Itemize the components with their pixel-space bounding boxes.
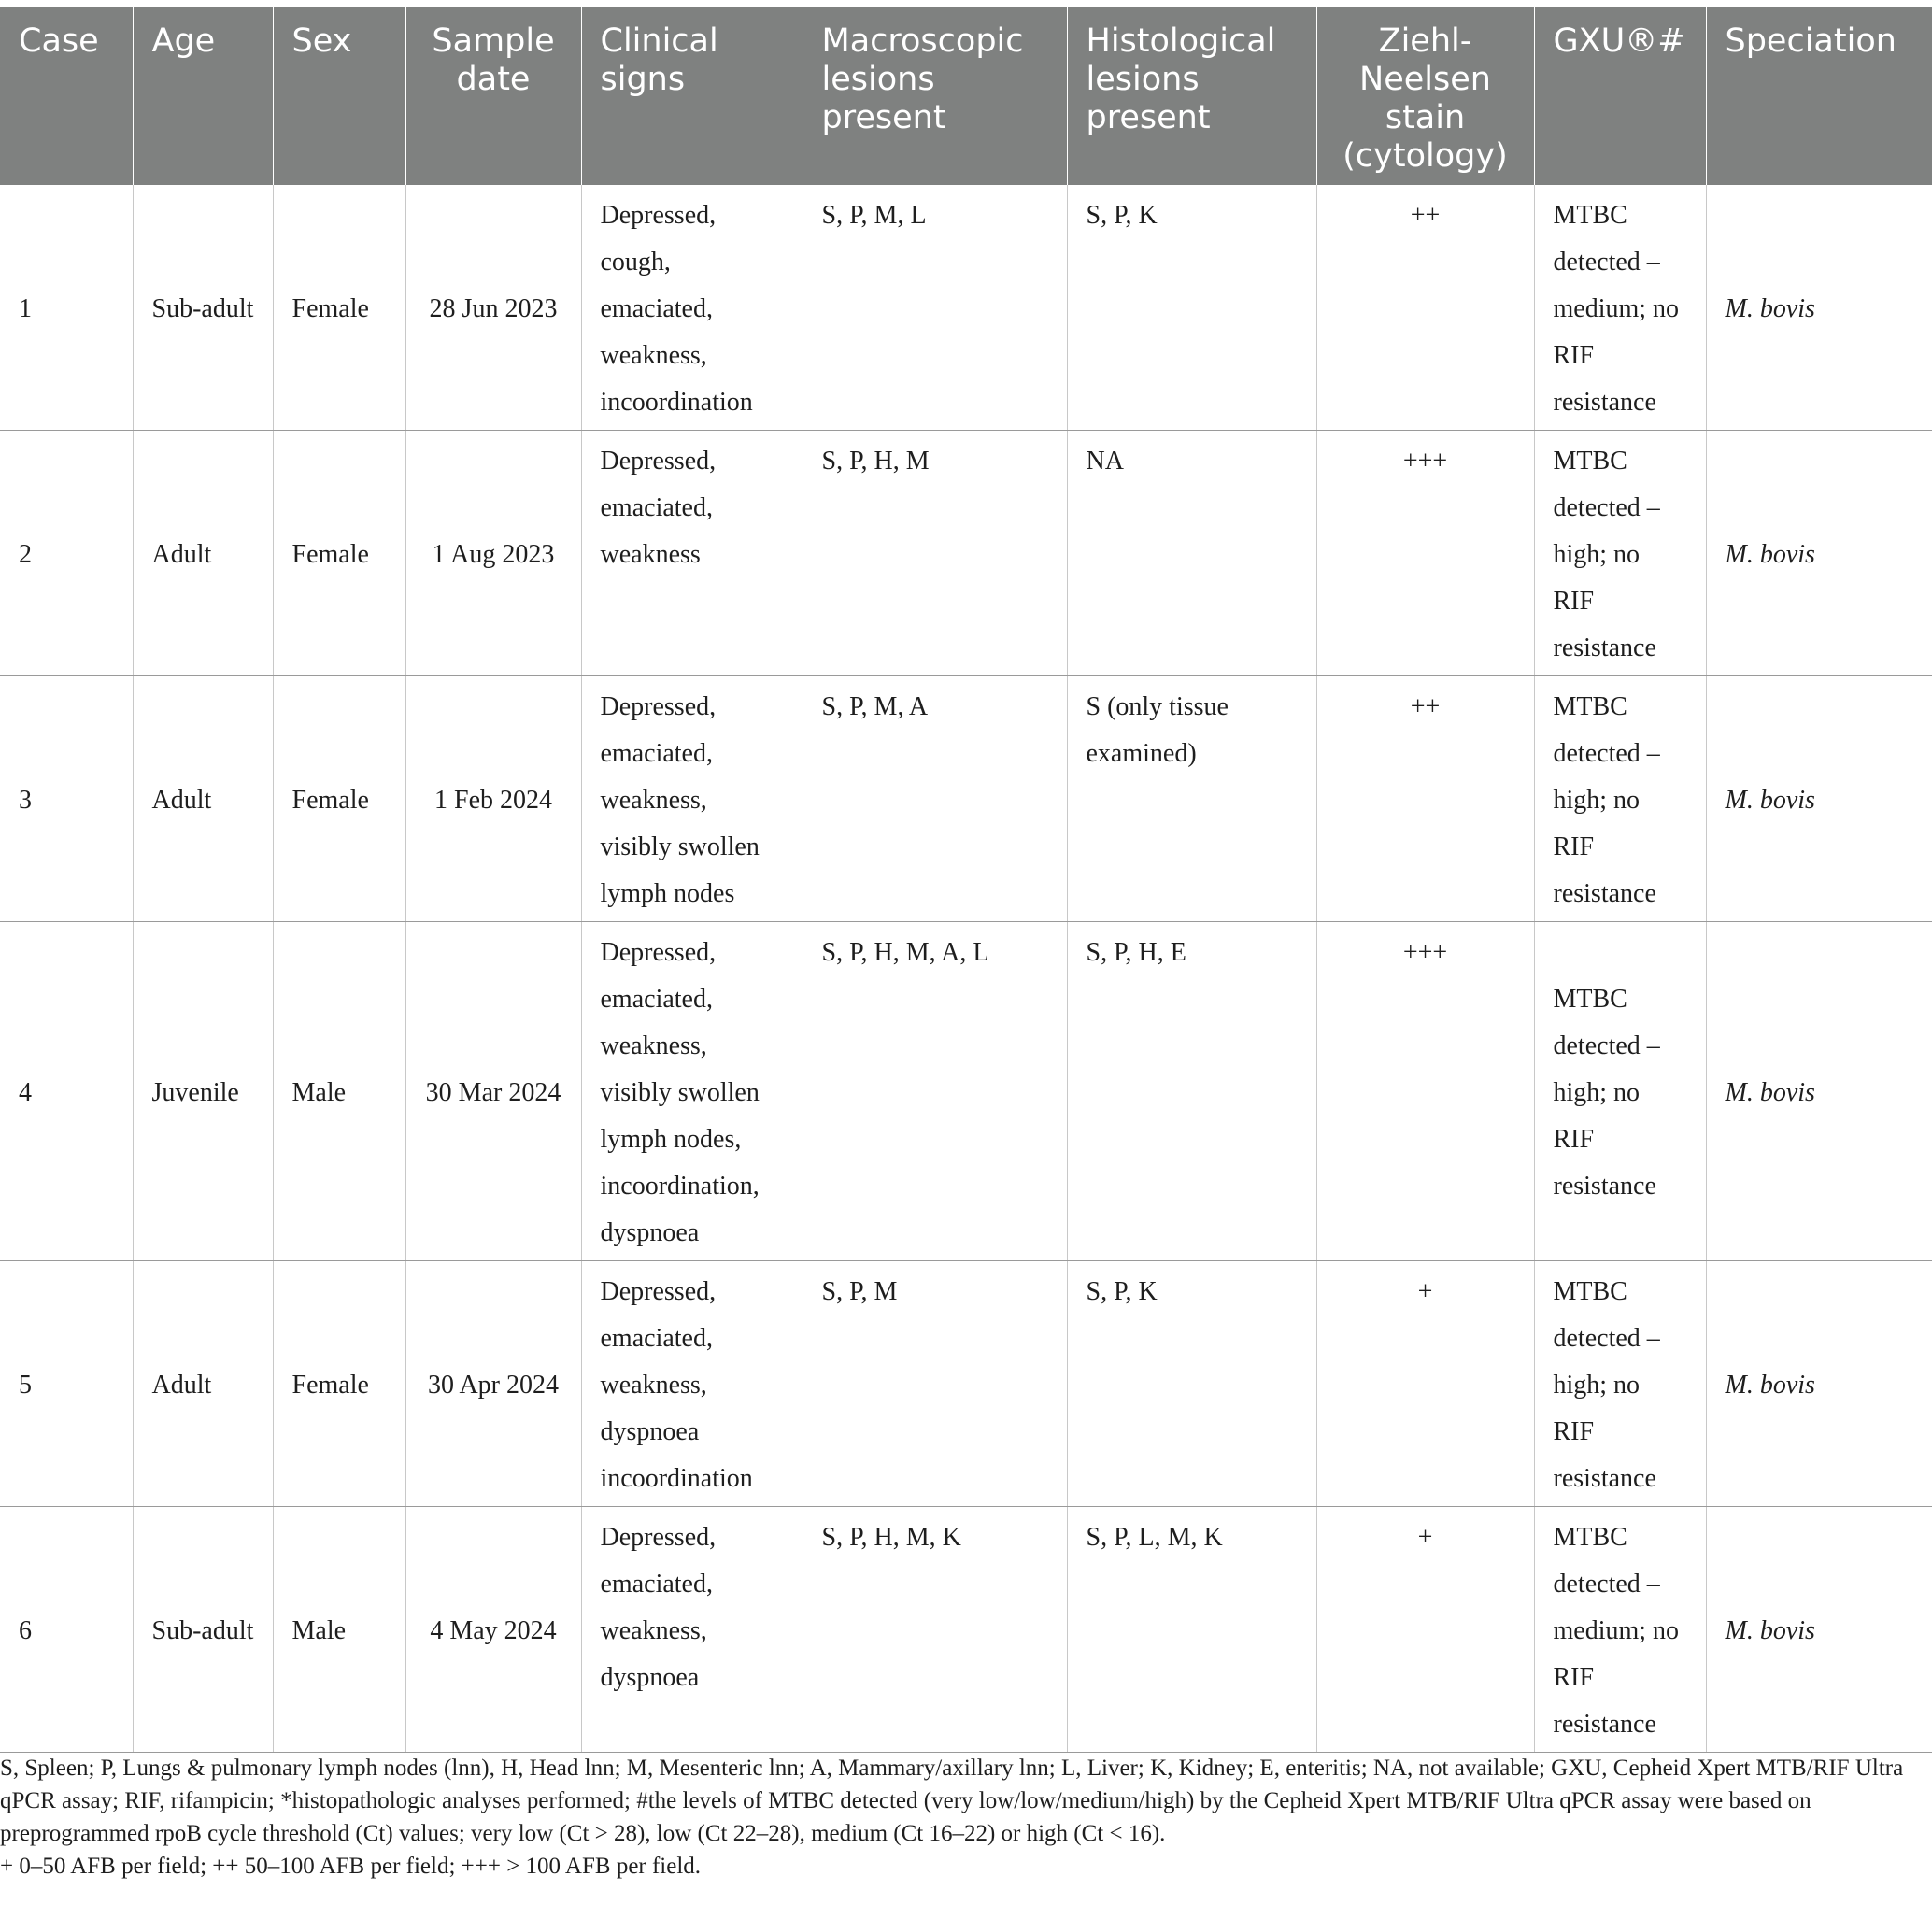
cell-clinical-signs: Depressed, cough, emaciated, weakness, incoordination bbox=[581, 185, 803, 431]
cell-clinical-signs: Depressed, emaciated, weakness, dyspnoea incoordination bbox=[581, 1261, 803, 1507]
cell-sex: Female bbox=[273, 185, 405, 431]
table-row bbox=[0, 922, 1932, 1261]
cell-macroscopic: S, P, H, M, A, L bbox=[803, 922, 1067, 1261]
cell-case: 5 bbox=[0, 1261, 133, 1507]
cell-gxu: MTBC detected – high; no RIF resistance bbox=[1534, 431, 1706, 676]
cell-case: 2 bbox=[0, 431, 133, 676]
header-gxu: GXU®# bbox=[1534, 7, 1706, 185]
cell-ziehl-neelsen: +++ bbox=[1316, 922, 1534, 1261]
cell-ziehl-neelsen: + bbox=[1316, 1261, 1534, 1507]
cell-macroscopic: S, P, M bbox=[803, 1261, 1067, 1507]
cell-case: 6 bbox=[0, 1507, 133, 1753]
cell-gxu: MTBC detected – high; no RIF resistance bbox=[1534, 922, 1706, 1261]
cell-speciation: M. bovis bbox=[1706, 185, 1932, 431]
cell-ziehl-neelsen: + bbox=[1316, 1507, 1534, 1753]
cell-case: 3 bbox=[0, 676, 133, 922]
table-footnotes bbox=[0, 1752, 1925, 1883]
cell-histological: S (only tissue examined) bbox=[1067, 676, 1316, 922]
cell-ziehl-neelsen: +++ bbox=[1316, 431, 1534, 676]
cell-gxu: MTBC detected – medium; no RIF resistance bbox=[1534, 185, 1706, 431]
table-row bbox=[0, 676, 1932, 922]
cell-sex: Female bbox=[273, 1261, 405, 1507]
header-sex: Sex bbox=[273, 7, 405, 185]
cell-sample-date: 1 Aug 2023 bbox=[405, 431, 581, 676]
header-ziehl-neelsen: Ziehl-Neelsen stain (cytology) bbox=[1316, 7, 1534, 185]
cell-gxu: MTBC detected – high; no RIF resistance bbox=[1534, 676, 1706, 922]
cell-age: Adult bbox=[133, 431, 273, 676]
cell-speciation: M. bovis bbox=[1706, 676, 1932, 922]
cell-macroscopic: S, P, M, A bbox=[803, 676, 1067, 922]
cell-sample-date: 30 Mar 2024 bbox=[405, 922, 581, 1261]
cell-gxu: MTBC detected – high; no RIF resistance bbox=[1534, 1261, 1706, 1507]
table-row bbox=[0, 185, 1932, 431]
cell-macroscopic: S, P, H, M bbox=[803, 431, 1067, 676]
cell-macroscopic: S, P, M, L bbox=[803, 185, 1067, 431]
cell-histological: NA bbox=[1067, 431, 1316, 676]
cell-age: Sub-adult bbox=[133, 1507, 273, 1753]
header-row bbox=[0, 7, 1932, 185]
cell-sex: Female bbox=[273, 431, 405, 676]
cell-sample-date: 30 Apr 2024 bbox=[405, 1261, 581, 1507]
cell-histological: S, P, L, M, K bbox=[1067, 1507, 1316, 1753]
table-row bbox=[0, 1507, 1932, 1753]
header-clinical-signs: Clinical signs bbox=[581, 7, 803, 185]
cell-clinical-signs: Depressed, emaciated, weakness, visibly swollen lymph nodes bbox=[581, 676, 803, 922]
cell-sample-date: 4 May 2024 bbox=[405, 1507, 581, 1753]
cell-sample-date: 1 Feb 2024 bbox=[405, 676, 581, 922]
cell-case: 1 bbox=[0, 185, 133, 431]
cell-speciation: M. bovis bbox=[1706, 1507, 1932, 1753]
cell-age: Juvenile bbox=[133, 922, 273, 1261]
header-histological: Histological lesions present bbox=[1067, 7, 1316, 185]
cell-ziehl-neelsen: ++ bbox=[1316, 676, 1534, 922]
cell-speciation: M. bovis bbox=[1706, 922, 1932, 1261]
header-case: Case bbox=[0, 7, 133, 185]
cell-clinical-signs: Depressed, emaciated, weakness, dyspnoea bbox=[581, 1507, 803, 1753]
cell-age: Adult bbox=[133, 1261, 273, 1507]
header-macroscopic: Macroscopic lesions present bbox=[803, 7, 1067, 185]
footnote-abbreviations: S, Spleen; P, Lungs & pulmonary lymph nodes (lnn), H, Head lnn; M, Mesenteric lnn; A, Mammary/axillary lnn; L, Liver; K, Kidney; E, enteritis; NA, not available; GXU, Cepheid Xpert MTB/RIF Ultra qPCR assay; RIF, rifampicin; *histopathologic analyses performed; #the levels of MTBC detected (very low/low/medium/high) by the Cepheid Xpert MTB/RIF Ultra qPCR assay were based on preprogrammed rpoB cycle threshold (Ct) values; very low (Ct > 28), low (Ct 22–28), medium (Ct 16–22) or high (Ct < 16). bbox=[0, 1756, 1904, 1846]
cell-clinical-signs: Depressed, emaciated, weakness bbox=[581, 431, 803, 676]
cell-clinical-signs: Depressed, emaciated, weakness, visibly swollen lymph nodes, incoordination, dyspnoea bbox=[581, 922, 803, 1261]
cell-age: Sub-adult bbox=[133, 185, 273, 431]
header-speciation: Speciation bbox=[1706, 7, 1932, 185]
cell-sex: Female bbox=[273, 676, 405, 922]
table-container bbox=[0, 7, 1932, 1753]
cell-histological: S, P, K bbox=[1067, 1261, 1316, 1507]
cell-sex: Male bbox=[273, 1507, 405, 1753]
cell-histological: S, P, K bbox=[1067, 185, 1316, 431]
cell-speciation: M. bovis bbox=[1706, 1261, 1932, 1507]
footnote-afb-scale: + 0–50 AFB per field; ++ 50–100 AFB per field; +++ > 100 AFB per field. bbox=[0, 1854, 702, 1879]
cell-age: Adult bbox=[133, 676, 273, 922]
cell-case: 4 bbox=[0, 922, 133, 1261]
cell-sample-date: 28 Jun 2023 bbox=[405, 185, 581, 431]
cell-gxu: MTBC detected – medium; no RIF resistance bbox=[1534, 1507, 1706, 1753]
cell-speciation: M. bovis bbox=[1706, 431, 1932, 676]
results-table bbox=[0, 7, 1932, 1753]
cell-histological: S, P, H, E bbox=[1067, 922, 1316, 1261]
table-row bbox=[0, 431, 1932, 676]
table-row bbox=[0, 1261, 1932, 1507]
cell-macroscopic: S, P, H, M, K bbox=[803, 1507, 1067, 1753]
cell-sex: Male bbox=[273, 922, 405, 1261]
cell-ziehl-neelsen: ++ bbox=[1316, 185, 1534, 431]
header-age: Age bbox=[133, 7, 273, 185]
header-sample-date: Sample date bbox=[405, 7, 581, 185]
